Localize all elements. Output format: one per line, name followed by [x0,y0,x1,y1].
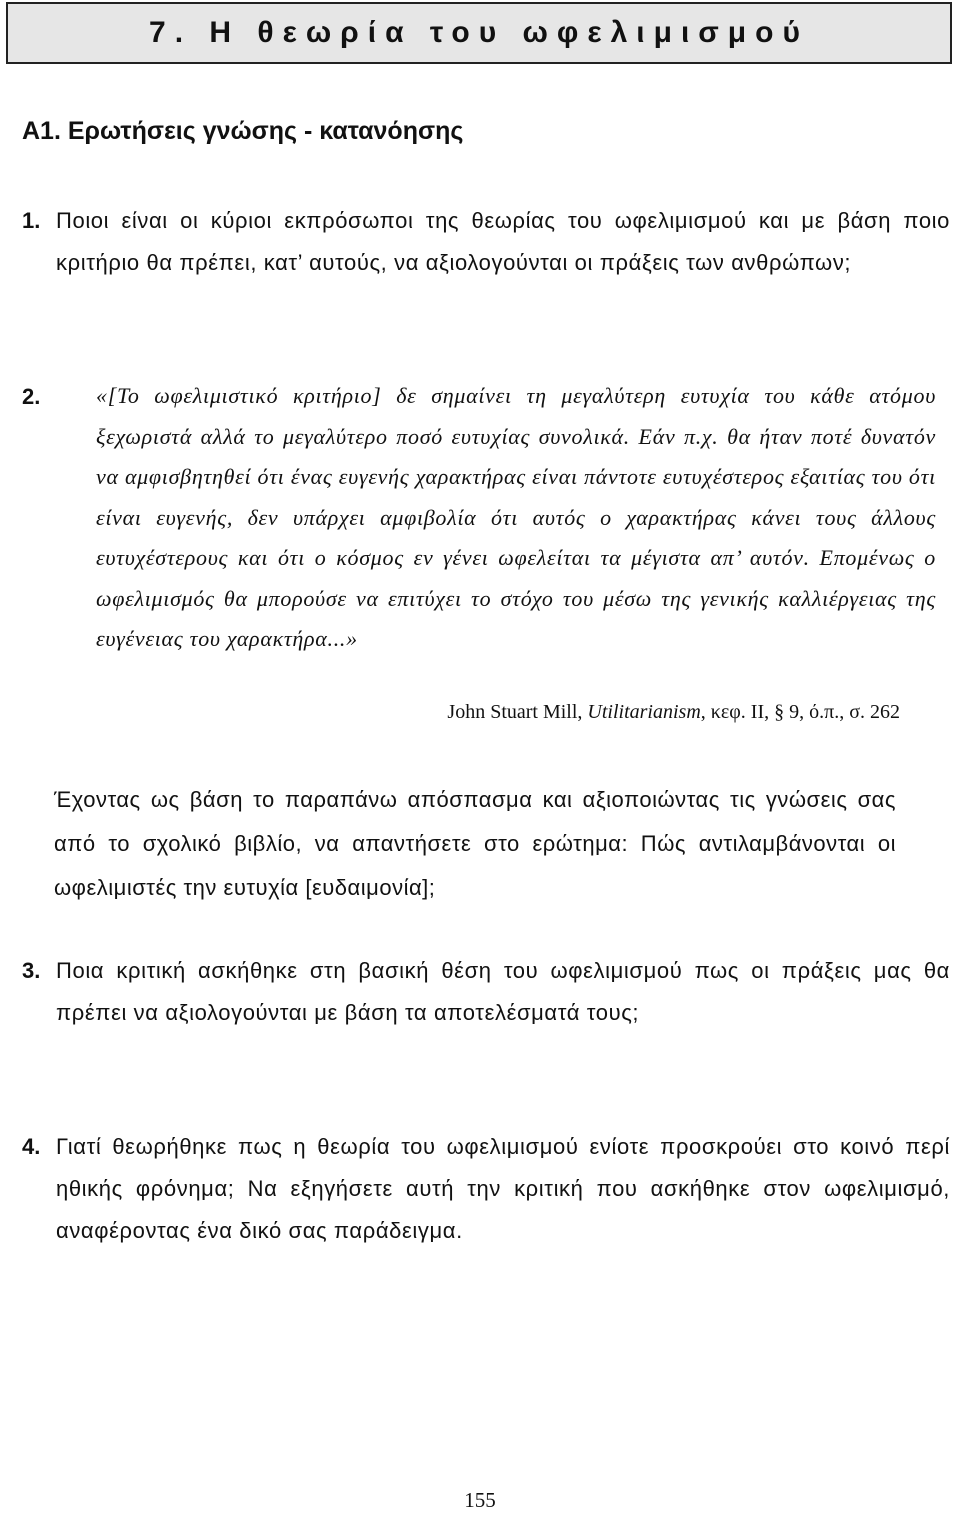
question-number: 1. [22,208,41,233]
question-3 [22,950,950,1034]
citation-work: Utilitarianism [587,701,701,723]
question-2-instruction: Έχοντας ως βάση το παραπάνω απόσπασμα και αξιοποιώντας τις γνώσεις σας από το σχολικό βιβλίο, να απαντήσετε στο ερώτημα: Πώς αντιλαμβάνονται οι ωφελιμιστές την ευτυχία [ευδαιμονία]; [54,787,896,900]
question-text: Γιατί θεωρήθηκε πως η θεωρία του ωφελιμισμού ενίοτε προσκρούει στο κοινό περί ηθικής φρόνημα; Να εξηγήσετε αυτή την κριτική που ασκήθηκε στον ωφελιμισμό, αναφέροντας ένα δικό σας παράδειγμα. [56,1134,950,1243]
chapter-title-box [6,2,952,64]
citation-author: John Stuart Mill, [447,701,588,723]
quote-passage: «[Το ωφελιμιστικό κριτήριο] δε σημαίνει τη μεγαλύτερη ευτυχία του κάθε ατόμου ξεχωριστά αλλά το μεγαλύτερο ποσό ευτυχίας συνολικά. Εάν π.χ. θα ήταν ποτέ δυνατόν να αμφισβητηθεί ότι ένας ευγενής χαρακτήρας είναι πάντοτε ευτυχέστερος εξαιτίας του ότι είναι ευγενής, δεν υπάρχει αμφιβολία ότι αυτός ο χαρακτήρας κάνει τους άλλους ευτυχέστερους και ότι ο κόσμος εν γένει ωφελείται τα μέγιστα απ’ αυτόν. Επομένως ο ωφελιμισμός θα μπορούσε να επιτύχει το στόχο του μέσω της γενικής καλλιέργειας της ευγένειας του χαρακτήρα...» [96,383,936,651]
question-4 [22,1126,950,1252]
page-number: 155 [464,1488,496,1512]
citation-details: , κεφ. ΙΙ, § 9, ό.π., σ. 262 [700,701,900,723]
question-number: 2. [22,384,41,409]
question-2 [22,376,950,660]
question-number: 4. [22,1134,41,1159]
question-text: Ποιοι είναι οι κύριοι εκπρόσωποι της θεωρίας του ωφελιμισμού και με βάση ποιο κριτήριο θα πρέπει, κατ’ αυτούς, να αξιολογούνται οι πράξεις των ανθρώπων; [56,208,950,275]
question-1 [22,200,950,284]
question-text: Ποια κριτική ασκήθηκε στη βασική θέση του ωφελιμισμού πως οι πράξεις μας θα πρέπει να αξιολογούνται με βάση τα αποτελέσματά τους; [56,958,950,1025]
question-number: 3. [22,958,41,983]
section-heading: Α1. Ερωτήσεις γνώσης - κατανόησης [22,117,464,145]
chapter-title: 7. Η θεωρία του ωφελιμισμού [149,16,809,49]
quote-citation [447,701,900,724]
